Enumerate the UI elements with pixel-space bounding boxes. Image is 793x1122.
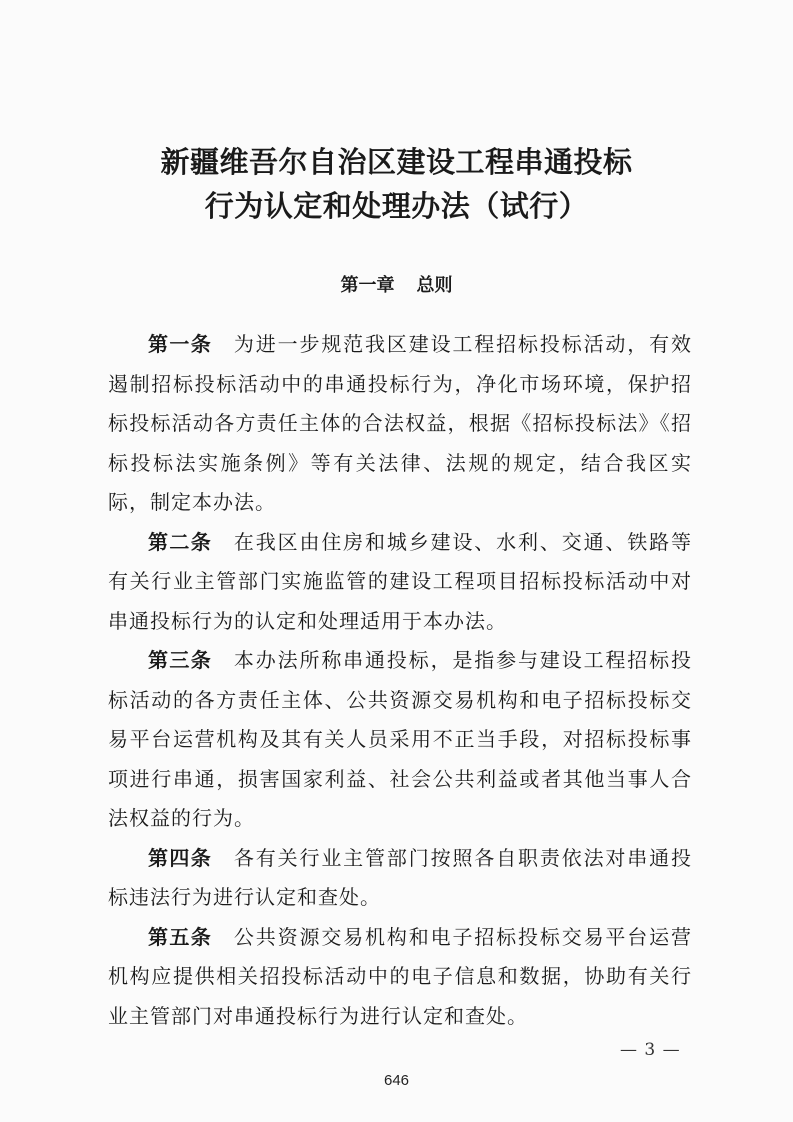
article-4 — [108, 839, 692, 918]
chapter-name: 总则 — [416, 275, 453, 296]
article-5 — [108, 918, 692, 1037]
article-2-label: 第二条 — [148, 529, 213, 554]
article-3 — [108, 641, 692, 839]
article-1-text: 为进一步规范我区建设工程招标投标活动，有效遏制招标投标活动中的串通投标行为，净化市场环境，保护招标投标活动各方责任主体的合法权益，根据《招标投标法》《招标投标法实施条例》等有关法律、法规的规定，结合我区实际，制定本办法。 — [108, 332, 692, 514]
article-1-label: 第一条 — [148, 332, 213, 356]
document-title-line-2: 行为认定和处理办法（试行） — [204, 189, 589, 223]
document-title-line-1: 新疆维吾尔自治区建设工程串通投标 — [160, 145, 633, 179]
article-1 — [108, 325, 692, 523]
article-4-text: 各有关行业主管部门按照各自职责依法对串通投标违法行为进行认定和查处。 — [108, 845, 692, 909]
article-3-label: 第三条 — [148, 648, 213, 672]
document-title — [0, 140, 793, 228]
page-number: — 3 — — [620, 1040, 681, 1060]
article-5-text: 公共资源交易机构和电子招标投标交易平台运营机构应提供相关招投标活动中的电子信息和数据，协助有关行业主管部门对串通投标行为进行认定和查处。 — [108, 924, 692, 1028]
chapter-heading — [0, 272, 793, 300]
article-2-text: 在我区由住房和城乡建设、水利、交通、铁路等有关行业主管部门实施监管的建设工程项目招标投标活动中对串通投标行为的认定和处理适用于本办法。 — [108, 529, 692, 633]
article-4-label: 第四条 — [148, 845, 213, 870]
article-5-label: 第五条 — [148, 924, 213, 949]
document-body — [108, 325, 692, 1036]
scan-page-number: 646 — [383, 1072, 410, 1089]
chapter-number: 第一章 — [340, 275, 395, 296]
article-3-text: 本办法所称串通投标，是指参与建设工程招标投标活动的各方责任主体、公共资源交易机构和电子招标投标交易平台运营机构及其有关人员采用不正当手段，对招标投标事项进行串通，损害国家利益、社会公共利益或者其他当事人合法权益的行为。 — [108, 648, 692, 830]
article-2 — [108, 523, 692, 642]
